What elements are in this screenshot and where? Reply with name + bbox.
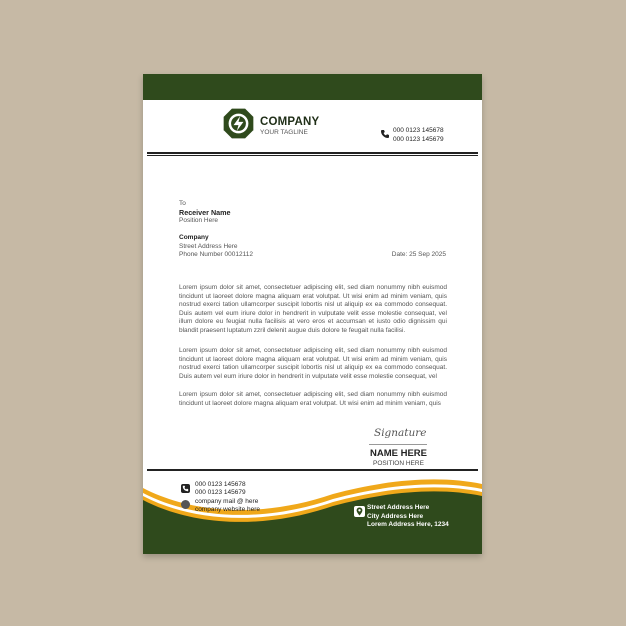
footer-phone-1: 000 0123 145678 <box>195 481 246 488</box>
letter-date: Date: 25 Sep 2025 <box>391 251 446 258</box>
footer-phones <box>195 481 246 497</box>
body-paragraph-3: Lorem ipsum dolor sit amet, consectetuer adipiscing elit, sed diam nonummy nibh euismod tincidunt ut laoreet dolore magna aliquam erat volutpat. Ut wisi enim ad minim veniam, quis <box>179 391 447 407</box>
signature-line <box>369 444 427 445</box>
header-divider <box>147 152 478 154</box>
header-phones <box>393 127 444 144</box>
letterhead-page <box>143 74 482 554</box>
sender-block <box>179 234 253 260</box>
footer-website: company website here <box>195 506 261 513</box>
footer-divider <box>147 469 478 471</box>
sender-phone: Phone Number 00012112 <box>179 251 253 258</box>
to-label: To <box>179 200 186 207</box>
header-phone-2: 000 0123 145679 <box>393 135 444 143</box>
company-tagline: YOUR TAGLINE <box>260 129 308 136</box>
signature-name: NAME HERE <box>370 448 428 459</box>
sender-street: Street Address Here <box>179 242 238 250</box>
receiver-position: Position Here <box>179 217 219 224</box>
mail-icon <box>181 500 190 509</box>
top-green-band <box>143 74 482 100</box>
footer-address <box>367 504 449 530</box>
body-paragraph-2: Lorem ipsum dolor sit amet, consectetuer adipiscing elit, sed diam nonummy nibh euismod tincidunt ut laoreet dolore magna aliquam erat volutpat. Ut wisi enim ad minim veniam, quis nostrud exerci tation ullamcorper suscipit lobortis nisl ut aliquip ex ea commodo consequat. Duis autem vel eum iriure dolor in hendrerit in vulputate velit esse molestie consequat, vel <box>179 347 447 380</box>
address-line-2: City Address Here <box>367 512 424 520</box>
logo-icon <box>222 107 255 140</box>
footer-web-info <box>195 498 260 514</box>
footer-phone-icon <box>181 484 190 493</box>
phone-icon <box>380 129 390 139</box>
header-phone-1: 000 0123 145678 <box>393 127 444 134</box>
footer-phone-2: 000 0123 145679 <box>195 489 246 496</box>
location-pin-icon <box>354 506 365 517</box>
receiver-name: Receiver Name <box>179 208 231 217</box>
recipient-block <box>179 200 231 224</box>
address-line-3: Lorem Address Here, 1234 <box>367 521 449 529</box>
signature-position: POSITION HERE <box>373 460 424 467</box>
sender-company: Company <box>179 234 209 241</box>
address-line-1: Street Address Here <box>367 504 430 511</box>
body-paragraph-1: Lorem ipsum dolor sit amet, consectetuer adipiscing elit, sed diam nonummy nibh euismod tincidunt ut laoreet dolore magna aliquam erat volutpat. Ut wisi enim ad minim veniam, quis nostrud exerci tation ullamcorper suscipit lobortis nisl ut aliquip ex ea commodo consequat. Duis autem vel eum iriure dolor in hendrerit in vulputate velit esse molestie consequat, vel illum dolore eu feugiat nulla facilisis at vero eros et accumsan et iusto odio dignissim qui blandit praesent luptatum zzril delenit augue duis dolore te feugait nulla facilisi. <box>179 284 447 334</box>
header-divider-thin <box>147 155 478 156</box>
signature-script: Signature <box>374 427 427 439</box>
footer-mail: company mail @ here <box>195 498 259 505</box>
company-name: COMPANY <box>260 116 320 128</box>
